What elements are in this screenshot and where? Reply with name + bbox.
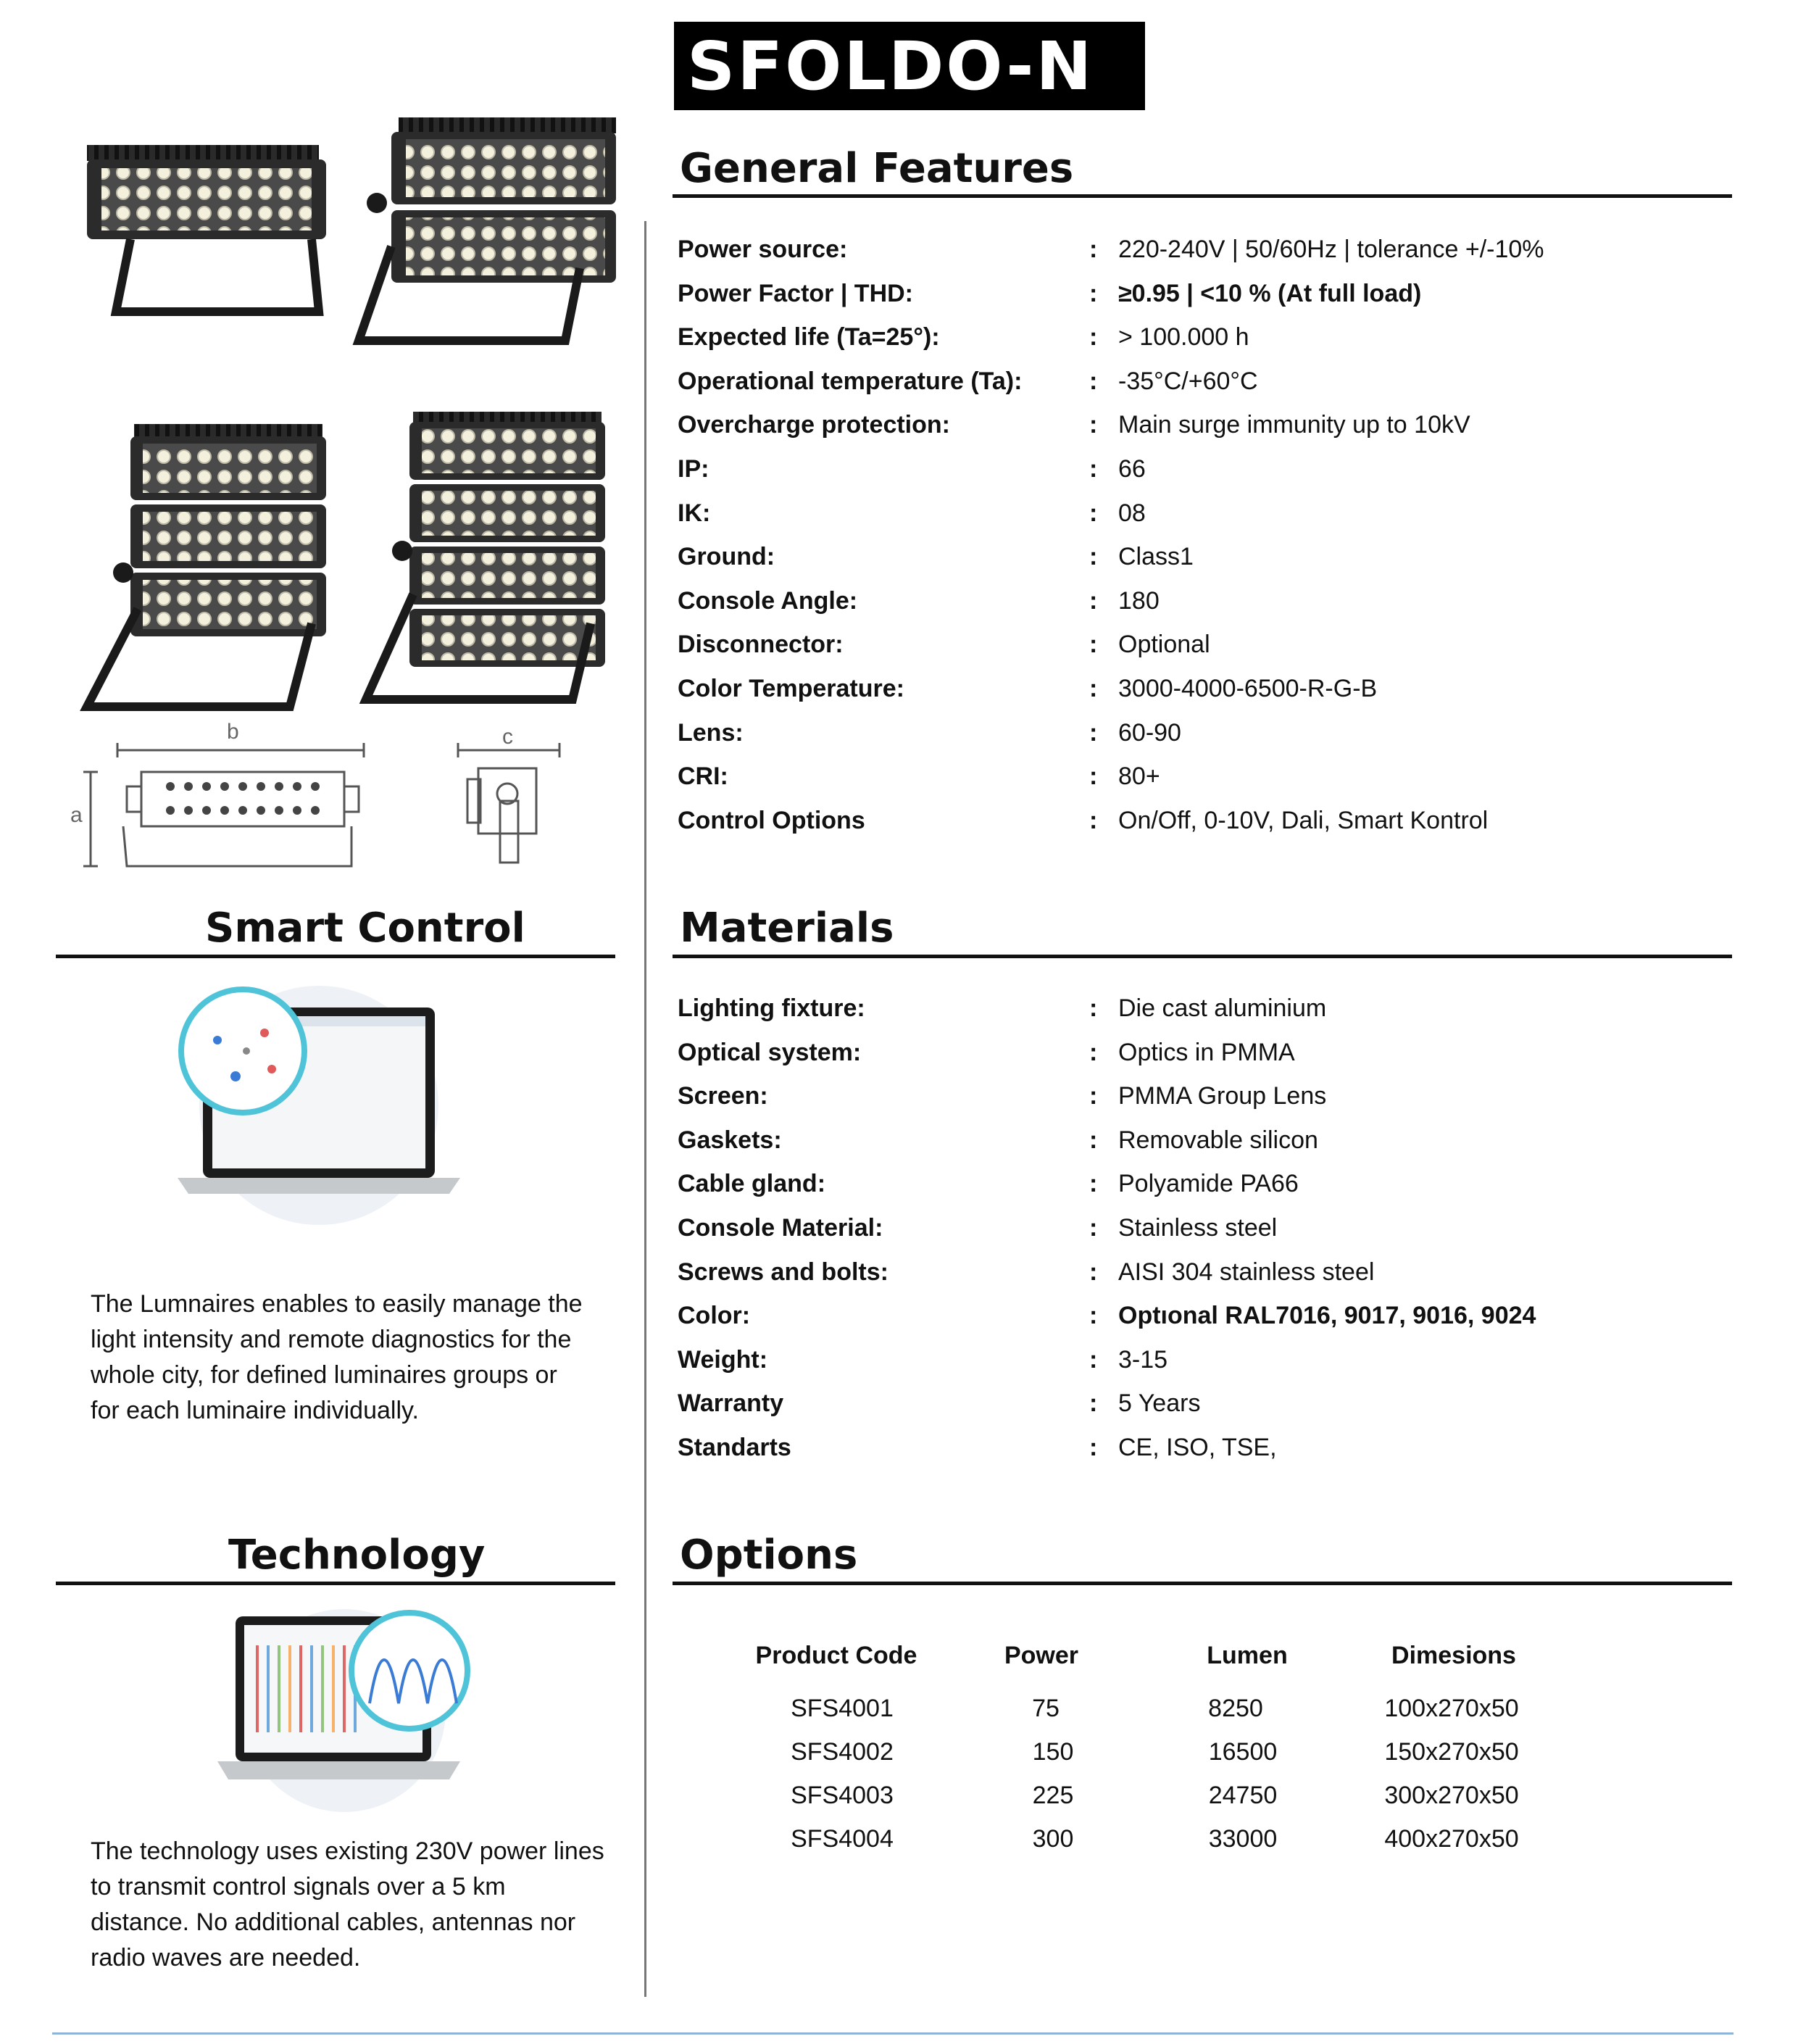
dimension-a-label: a (70, 803, 83, 827)
options-header-power: Power (1004, 1642, 1079, 1669)
material-separator: : (1089, 1170, 1098, 1198)
options-cell-power: 225 (1032, 1782, 1074, 1809)
general-feature-row (678, 280, 1728, 323)
material-value: 5 Years (1118, 1389, 1201, 1418)
product-title: SFOLDO-N (687, 28, 1094, 105)
general-feature-value: 08 (1118, 499, 1146, 527)
floodlight-4-module-image (366, 412, 605, 699)
general-feature-value: Main surge immunity up to 10kV (1118, 411, 1470, 439)
technology-line: radio waves are needed. (91, 1944, 361, 1972)
general-features-rule (673, 194, 1732, 198)
general-feature-separator: : (1089, 718, 1098, 747)
options-cell-power: 300 (1032, 1825, 1074, 1853)
technology-laptop-image (214, 1602, 482, 1819)
material-separator: : (1089, 1214, 1098, 1242)
general-feature-row (678, 411, 1728, 454)
general-feature-value: 220-240V | 50/60Hz | tolerance +/-10% (1118, 236, 1544, 263)
general-feature-label: Color Temperature: (678, 675, 904, 702)
general-feature-value: 3000-4000-6500-R-G-B (1118, 675, 1378, 702)
material-row (678, 1434, 1728, 1477)
floodlight-1-module-image (87, 145, 326, 312)
general-feature-row (678, 236, 1728, 279)
technology-line: distance. No additional cables, antennas nor (91, 1908, 576, 1936)
options-cell-power: 150 (1032, 1738, 1074, 1766)
general-feature-row (678, 543, 1728, 586)
material-row (678, 1258, 1728, 1302)
general-feature-separator: : (1089, 631, 1098, 659)
general-feature-value: 180 (1118, 586, 1160, 615)
smart-control-line: for each luminaire individually. (91, 1397, 419, 1424)
material-row (678, 1389, 1728, 1433)
material-value: Die cast aluminium (1118, 994, 1327, 1022)
options-cell-lumen: 24750 (1208, 1782, 1278, 1809)
general-feature-row (678, 455, 1728, 499)
materials-rule (673, 955, 1732, 958)
general-feature-label: Disconnector: (678, 631, 844, 659)
technology-rule (56, 1582, 615, 1585)
material-separator: : (1089, 1038, 1098, 1066)
general-feature-label: Operational temperature (Ta): (678, 367, 1023, 395)
technology-line: to transmit control signals over a 5 km (91, 1873, 506, 1900)
column-divider (644, 221, 646, 1997)
material-row (678, 1082, 1728, 1126)
material-label: Optical system: (678, 1038, 862, 1066)
material-value: PMMA Group Lens (1118, 1082, 1327, 1110)
options-cell-dimensions: 300x270x50 (1384, 1782, 1519, 1809)
technology-line: The technology uses existing 230V power lines (91, 1837, 604, 1865)
material-value: AISI 304 stainless steel (1118, 1258, 1375, 1286)
material-label: Gaskets: (678, 1126, 782, 1154)
dimension-b-label: b (227, 720, 239, 744)
smart-control-rule (56, 955, 615, 958)
general-feature-value: Class1 (1118, 543, 1194, 571)
technical-drawing-front-leds (166, 782, 320, 815)
general-feature-separator: : (1089, 411, 1098, 439)
options-heading: Options (680, 1532, 858, 1579)
material-row (678, 1126, 1728, 1170)
material-label: Lighting fixture: (678, 994, 865, 1022)
product-images (72, 101, 623, 884)
options-cell-dimensions: 150x270x50 (1384, 1738, 1519, 1766)
material-label: Standarts (678, 1434, 791, 1461)
material-value: CE, ISO, TSE, (1118, 1434, 1277, 1461)
material-separator: : (1089, 1345, 1098, 1374)
general-feature-label: Power source: (678, 236, 848, 263)
material-separator: : (1089, 1302, 1098, 1330)
material-row (678, 1214, 1728, 1258)
material-row (678, 1039, 1728, 1082)
material-label: Screen: (678, 1082, 768, 1110)
material-value: Optics in PMMA (1118, 1038, 1295, 1066)
general-features-heading: General Features (680, 145, 1074, 192)
general-feature-separator: : (1089, 586, 1098, 615)
options-header-dimensions: Dimesions (1391, 1642, 1516, 1669)
general-feature-separator: : (1089, 806, 1098, 834)
smart-control-line: whole city, for defined luminaires groups or (91, 1361, 557, 1389)
general-feature-value: 60-90 (1118, 718, 1181, 747)
material-label: Weight: (678, 1345, 768, 1374)
options-cell-dimensions: 400x270x50 (1384, 1825, 1519, 1853)
material-separator: : (1089, 1082, 1098, 1110)
floodlight-3-module-image (87, 424, 326, 707)
footer-rule (52, 2032, 1734, 2035)
general-feature-row (678, 587, 1728, 631)
floodlight-2-module-image (359, 117, 616, 341)
technical-drawing-front (83, 743, 364, 866)
options-cell-code: SFS4003 (791, 1782, 894, 1809)
material-separator: : (1089, 1258, 1098, 1286)
general-feature-value: On/Off, 0-10V, Dali, Smart Kontrol (1118, 806, 1489, 834)
general-feature-row (678, 323, 1728, 367)
technology-description (91, 1834, 604, 1976)
smart-control-line: light intensity and remote diagnostics for the (91, 1326, 572, 1353)
technical-drawing-side (458, 743, 559, 863)
material-value: Removable silicon (1118, 1126, 1318, 1154)
general-feature-label: Expected life (Ta=25°): (678, 323, 940, 352)
material-row (678, 1346, 1728, 1389)
technology-heading: Technology (228, 1532, 486, 1579)
general-feature-separator: : (1089, 455, 1098, 483)
options-cell-code: SFS4001 (791, 1695, 894, 1722)
dimension-c-label: c (502, 725, 513, 749)
general-feature-separator: : (1089, 499, 1098, 527)
general-feature-value: 66 (1118, 455, 1146, 483)
material-separator: : (1089, 1126, 1098, 1154)
general-feature-label: Lens: (678, 718, 744, 747)
general-feature-separator: : (1089, 279, 1098, 307)
general-feature-separator: : (1089, 367, 1098, 395)
options-header-lumen: Lumen (1207, 1642, 1288, 1669)
general-feature-separator: : (1089, 675, 1098, 702)
material-label: Cable gland: (678, 1170, 826, 1198)
material-separator: : (1089, 1434, 1098, 1461)
material-label: Console Material: (678, 1214, 883, 1242)
material-row (678, 994, 1728, 1038)
general-feature-row (678, 631, 1728, 674)
material-row (678, 1302, 1728, 1345)
smart-control-laptop-image (163, 982, 467, 1229)
material-label: Screws and bolts: (678, 1258, 888, 1286)
general-feature-label: Overcharge protection: (678, 411, 950, 439)
general-feature-value: Optional (1118, 631, 1210, 659)
general-feature-row (678, 807, 1728, 850)
general-feature-value: -35°C/+60°C (1118, 367, 1258, 395)
product-title-box (674, 22, 1145, 110)
general-feature-label: IK: (678, 499, 711, 527)
options-cell-dimensions: 100x270x50 (1384, 1695, 1519, 1722)
general-feature-value: 80+ (1118, 763, 1160, 791)
general-feature-separator: : (1089, 323, 1098, 352)
material-value: Polyamide PA66 (1118, 1170, 1299, 1198)
options-cell-code: SFS4002 (791, 1738, 894, 1766)
material-value: Stainless steel (1118, 1214, 1278, 1242)
general-feature-label: Ground: (678, 543, 775, 571)
general-feature-row (678, 499, 1728, 543)
general-feature-separator: : (1089, 543, 1098, 571)
general-feature-label: Power Factor | THD: (678, 279, 913, 307)
general-feature-separator: : (1089, 763, 1098, 791)
general-feature-label: Control Options (678, 806, 865, 834)
options-header-product-code: Product Code (755, 1642, 917, 1669)
general-feature-value: > 100.000 h (1118, 323, 1249, 352)
material-label: Color: (678, 1302, 751, 1330)
general-feature-label: IP: (678, 455, 709, 483)
material-separator: : (1089, 994, 1098, 1022)
material-value: Optıonal RAL7016, 9017, 9016, 9024 (1118, 1302, 1536, 1330)
general-feature-label: Console Angle: (678, 586, 858, 615)
material-label: Warranty (678, 1389, 784, 1418)
general-feature-separator: : (1089, 236, 1098, 263)
smart-control-description (91, 1287, 583, 1429)
material-row (678, 1170, 1728, 1213)
options-cell-lumen: 8250 (1208, 1695, 1263, 1722)
options-rule (673, 1582, 1732, 1585)
general-feature-row (678, 675, 1728, 718)
general-feature-row (678, 719, 1728, 763)
material-value: 3-15 (1118, 1345, 1168, 1374)
general-feature-row (678, 367, 1728, 411)
material-separator: : (1089, 1389, 1098, 1418)
general-feature-row (678, 763, 1728, 806)
options-cell-code: SFS4004 (791, 1825, 894, 1853)
general-feature-value: ≥0.95 | <10 % (At full load) (1118, 279, 1422, 307)
options-cell-lumen: 16500 (1208, 1738, 1278, 1766)
options-cell-power: 75 (1032, 1695, 1060, 1722)
smart-control-heading: Smart Control (205, 905, 525, 952)
smart-control-line: The Lumnaires enables to easily manage the (91, 1290, 583, 1318)
materials-heading: Materials (680, 905, 894, 952)
options-cell-lumen: 33000 (1208, 1825, 1278, 1853)
general-feature-label: CRI: (678, 763, 728, 791)
